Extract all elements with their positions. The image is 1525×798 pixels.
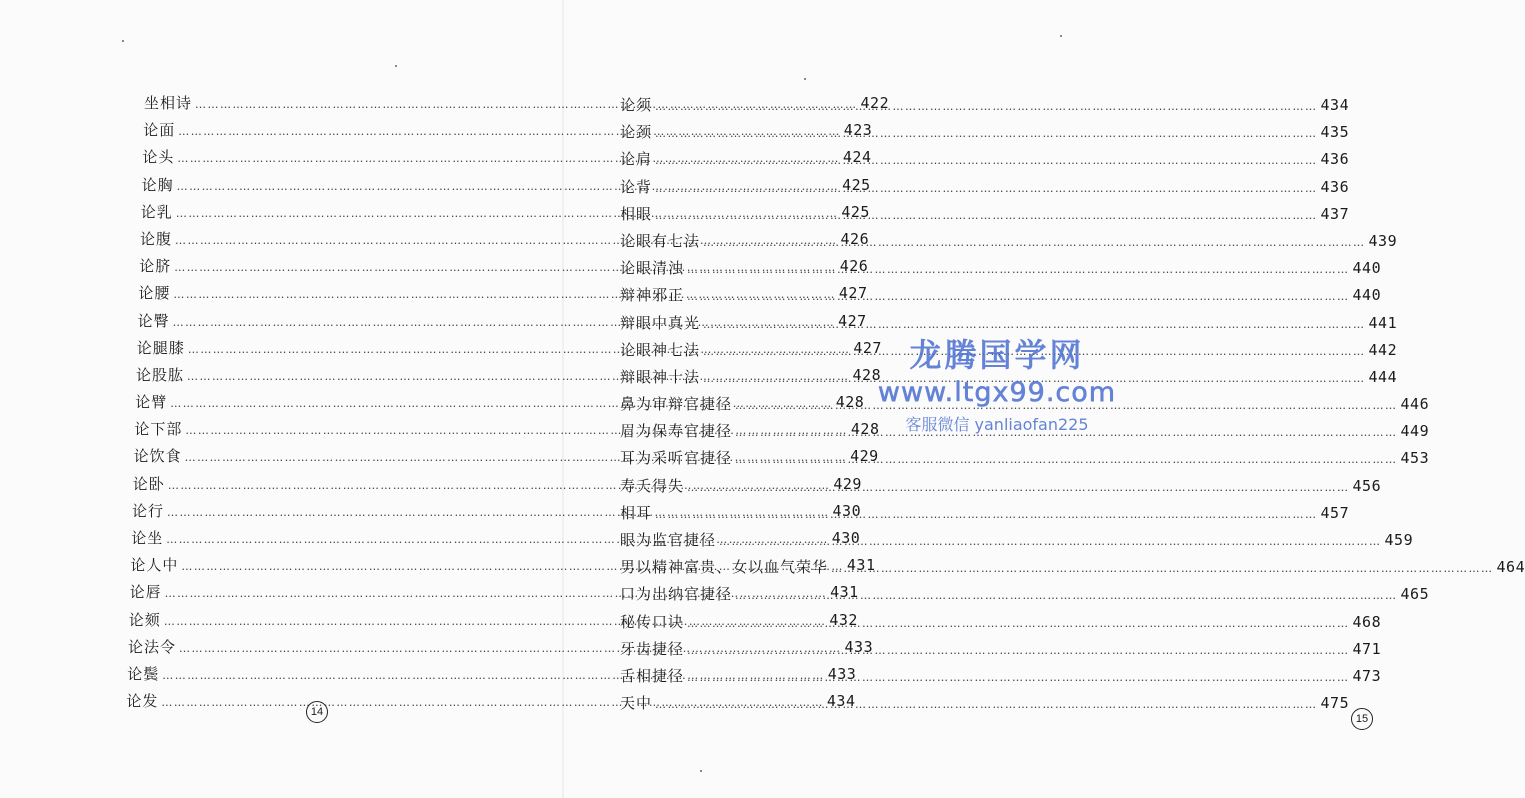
toc-entry-title: 辩眼神十法 bbox=[620, 367, 701, 386]
toc-entry-page: 433 bbox=[827, 664, 857, 683]
toc-dot-leader bbox=[652, 147, 1321, 174]
toc-entry-title: 秘传口诀 bbox=[620, 612, 685, 631]
toc-entry-page: 426 bbox=[840, 229, 870, 248]
toc-entry-title: 口为出纳官捷径 bbox=[620, 585, 733, 604]
toc-entry bbox=[620, 174, 1350, 201]
toc-entry bbox=[620, 473, 1382, 500]
toc-entry-page: 425 bbox=[842, 175, 871, 194]
toc-dot-leader bbox=[700, 311, 1369, 338]
toc-entry bbox=[620, 500, 1350, 527]
scan-speck bbox=[1060, 35, 1062, 37]
scan-speck bbox=[122, 40, 124, 42]
toc-entry-page: 439 bbox=[1368, 231, 1398, 250]
toc-entry-page: 436 bbox=[1320, 177, 1350, 196]
toc-dot-leader bbox=[700, 229, 1369, 256]
toc-entry-page: 444 bbox=[1368, 367, 1398, 386]
toc-dot-leader bbox=[652, 175, 1321, 202]
toc-entry bbox=[620, 201, 1350, 228]
toc-entry-page: 440 bbox=[1352, 259, 1382, 278]
toc-entry-title: 男以精神富贵、女以血气荣华 bbox=[620, 558, 829, 577]
toc-entry-page: 429 bbox=[833, 474, 862, 493]
toc-dot-leader bbox=[732, 446, 1401, 473]
toc-entry-page: 431 bbox=[830, 583, 859, 602]
toc-entry-title: 论法令 bbox=[128, 637, 177, 656]
toc-entry-title: 眉为保寿官捷径 bbox=[620, 422, 733, 441]
toc-entry-title: 论臂 bbox=[135, 393, 168, 412]
toc-entry-title: 论胸 bbox=[141, 175, 174, 194]
toc-entry-title: 舌相捷径 bbox=[620, 666, 685, 685]
toc-entry-page: 446 bbox=[1400, 395, 1430, 414]
toc-entry-title: 眼为监官捷径 bbox=[620, 531, 717, 549]
toc-entry bbox=[620, 554, 1525, 581]
toc-entry-page: 431 bbox=[846, 556, 876, 575]
toc-entry-title: 论腰 bbox=[138, 284, 171, 303]
toc-entry-title: 牙齿捷径 bbox=[620, 639, 685, 658]
toc-entry-page: 456 bbox=[1352, 476, 1382, 495]
toc-entry-page: 435 bbox=[1320, 123, 1350, 142]
toc-dot-leader bbox=[652, 202, 1321, 229]
toc-entry bbox=[620, 255, 1382, 282]
toc-dot-leader bbox=[732, 582, 1401, 609]
toc-entry-page: 427 bbox=[838, 311, 867, 330]
toc-entry-title: 论眼有七法 bbox=[620, 231, 701, 250]
watermark-site-name: 龙腾国学网 bbox=[909, 336, 1085, 374]
toc-entry-title: 相耳 bbox=[620, 503, 653, 522]
toc-entry-title: 辩眼中真光 bbox=[620, 313, 701, 332]
toc-entry-page: 437 bbox=[1320, 204, 1350, 223]
left-page-number: 14 bbox=[306, 701, 328, 723]
toc-entry bbox=[620, 310, 1398, 337]
toc-entry bbox=[620, 119, 1350, 146]
toc-entry-title: 论脐 bbox=[139, 257, 172, 276]
toc-entry bbox=[620, 636, 1382, 663]
right-page-number: 15 bbox=[1351, 708, 1373, 730]
toc-entry bbox=[620, 690, 1350, 717]
toc-entry bbox=[620, 445, 1430, 472]
toc-entry-title: 论发 bbox=[126, 692, 159, 711]
toc-entry-title: 辩神邪正 bbox=[620, 286, 685, 305]
toc-entry-page: 434 bbox=[1320, 96, 1350, 114]
toc-entry-title: 相眼 bbox=[620, 204, 653, 223]
toc-entry-page: 441 bbox=[1368, 313, 1398, 332]
toc-dot-leader bbox=[684, 637, 1353, 664]
toc-dot-leader bbox=[684, 474, 1353, 501]
toc-entry-page: 475 bbox=[1320, 694, 1350, 713]
toc-entry-title: 论行 bbox=[132, 501, 165, 520]
toc-entry-title: 论须 bbox=[620, 96, 653, 114]
toc-entry-page: 427 bbox=[853, 338, 882, 357]
toc-entry-page: 453 bbox=[1400, 449, 1430, 468]
toc-entry-page: 449 bbox=[1400, 422, 1430, 441]
toc-entry-page: 429 bbox=[850, 447, 879, 466]
toc-entry-page: 423 bbox=[843, 121, 873, 140]
toc-entry bbox=[620, 146, 1350, 173]
toc-entry-page: 442 bbox=[1368, 340, 1398, 359]
toc-dot-leader bbox=[684, 610, 1353, 637]
toc-entry-title: 论鬓 bbox=[127, 664, 160, 683]
watermark bbox=[872, 335, 1122, 439]
toc-entry-page: 428 bbox=[852, 365, 882, 384]
toc-entry-title: 论坐 bbox=[131, 529, 164, 547]
toc-entry-page: 430 bbox=[832, 501, 862, 520]
toc-entry-title: 论人中 bbox=[130, 556, 179, 575]
toc-entry-title: 寿夭得失 bbox=[620, 476, 685, 495]
toc-entry-page: 425 bbox=[841, 202, 870, 221]
toc-entry-page: 459 bbox=[1384, 531, 1414, 549]
toc-entry bbox=[620, 527, 1414, 554]
toc-dot-leader bbox=[652, 691, 1321, 718]
watermark-url: www.ltgx99.com bbox=[877, 377, 1117, 408]
toc-dot-leader bbox=[684, 283, 1353, 310]
scan-speck bbox=[700, 770, 702, 772]
watermark-contact: 客服微信 yanliaofan225 bbox=[905, 415, 1089, 434]
toc-entry-page: 428 bbox=[850, 420, 880, 439]
toc-entry-title: 论饮食 bbox=[133, 447, 182, 466]
toc-entry-page: 457 bbox=[1320, 503, 1350, 522]
toc-entry-page: 471 bbox=[1352, 639, 1382, 658]
toc-entry-title: 论唇 bbox=[129, 583, 162, 602]
toc-entry-title: 论腿膝 bbox=[136, 338, 185, 357]
toc-entry-title: 论颈 bbox=[620, 123, 653, 142]
toc-entry-title: 论臀 bbox=[137, 311, 170, 330]
toc-entry-title: 论眼神七法 bbox=[620, 340, 701, 359]
toc-entry-page: 468 bbox=[1352, 612, 1382, 631]
toc-entry-title: 论股肱 bbox=[136, 365, 185, 384]
toc-entry bbox=[620, 581, 1430, 608]
scan-speck bbox=[395, 65, 397, 67]
toc-dot-leader bbox=[652, 93, 1321, 120]
toc-entry-title: 天中 bbox=[620, 694, 653, 713]
toc-entry-page: 422 bbox=[860, 94, 890, 112]
toc-entry-title: 论下部 bbox=[134, 420, 183, 439]
toc-entry-title: 论肩 bbox=[620, 150, 653, 169]
toc-dot-leader bbox=[652, 120, 1321, 147]
toc-entry-page: 424 bbox=[842, 148, 872, 167]
toc-entry-page: 433 bbox=[844, 637, 874, 656]
toc-entry bbox=[620, 228, 1398, 255]
toc-entry-page: 434 bbox=[826, 692, 856, 711]
toc-entry-page: 464 bbox=[1496, 558, 1525, 577]
toc-dot-leader bbox=[684, 664, 1353, 691]
toc-entry-page: 428 bbox=[835, 393, 865, 412]
toc-dot-leader bbox=[716, 528, 1385, 555]
scan-speck bbox=[804, 78, 806, 80]
toc-entry-title: 论颏 bbox=[128, 610, 161, 629]
toc-entry-page: 426 bbox=[839, 257, 869, 276]
toc-entry-title: 论乳 bbox=[140, 202, 173, 221]
toc-entry bbox=[620, 663, 1382, 690]
toc-entry-title: 论眼清浊 bbox=[620, 259, 685, 278]
toc-entry bbox=[620, 92, 1350, 119]
toc-entry-page: 440 bbox=[1352, 286, 1382, 305]
toc-entry-title: 耳为采听官捷径 bbox=[620, 449, 733, 468]
toc-entry-page: 432 bbox=[829, 610, 858, 629]
toc-dot-leader bbox=[684, 256, 1353, 283]
toc-entry-page: 473 bbox=[1352, 666, 1382, 685]
toc-entry bbox=[620, 282, 1382, 309]
toc-entry-title: 坐相诗 bbox=[144, 94, 193, 112]
toc-entry-page: 427 bbox=[838, 284, 868, 303]
toc-entry-page: 430 bbox=[831, 529, 861, 547]
toc-entry-title: 论面 bbox=[143, 121, 176, 140]
toc-dot-leader bbox=[828, 555, 1497, 582]
toc-entry-page: 465 bbox=[1400, 585, 1430, 604]
toc-entry-title: 论腹 bbox=[140, 229, 173, 248]
toc-dot-leader bbox=[652, 501, 1321, 528]
toc-entry bbox=[620, 609, 1382, 636]
toc-entry-title: 论背 bbox=[620, 177, 653, 196]
toc-entry-title: 鼻为审辩官捷径 bbox=[620, 395, 733, 414]
toc-entry-page: 436 bbox=[1320, 150, 1350, 169]
toc-entry-title: 论头 bbox=[142, 148, 175, 167]
toc-entry-title: 论卧 bbox=[132, 474, 165, 493]
